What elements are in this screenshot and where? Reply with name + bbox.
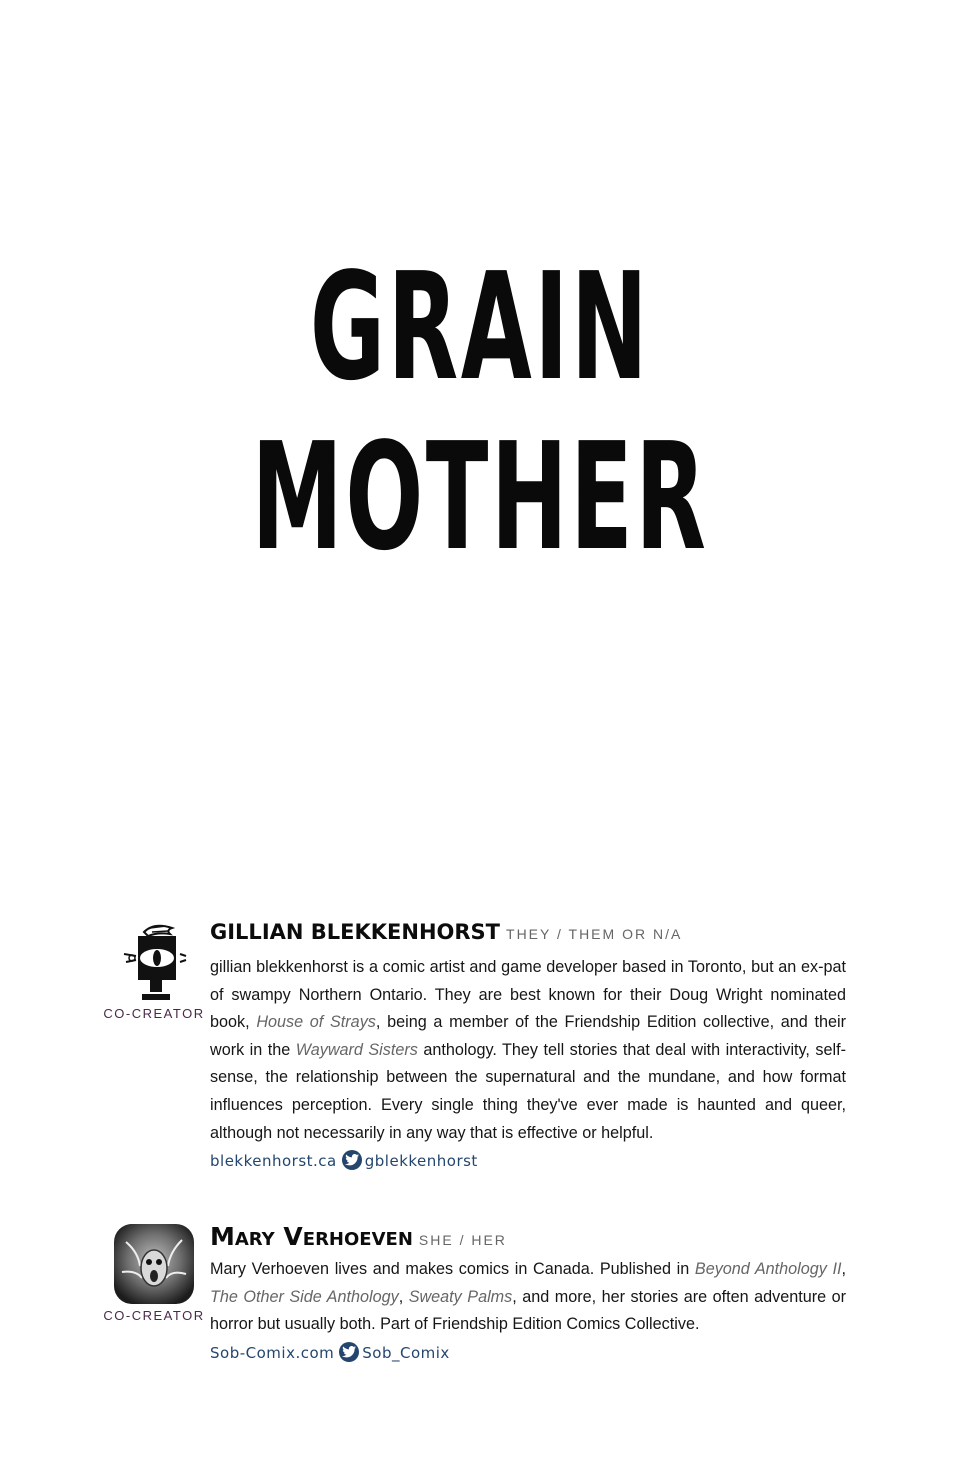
creator-links <box>210 1342 846 1362</box>
twitter-handle-link[interactable]: gblekkenhorst <box>364 1152 478 1171</box>
creator-name: Mary Verhoeven <box>210 1222 413 1251</box>
creator-links <box>210 1150 846 1170</box>
creator-name: GILLIAN BLEKKENHORST <box>210 920 501 944</box>
book-title: GRAIN MOTHER <box>251 241 709 583</box>
website-link[interactable]: blekkenhorst.ca <box>210 1152 337 1171</box>
bio-book-title: Wayward Sisters <box>295 1040 418 1059</box>
creator-avatar-column <box>100 920 208 1021</box>
creator-bio-text <box>210 954 846 1147</box>
twitter-icon <box>342 1150 362 1170</box>
creator-role: CO-CREATOR <box>103 1006 205 1021</box>
website-link[interactable]: Sob-Comix.com <box>210 1343 335 1362</box>
creator-role: CO-CREATOR <box>103 1308 205 1323</box>
creator-pronouns: SHE / HER <box>418 1232 507 1248</box>
bio-book-title: The Other Side Anthology <box>210 1287 399 1306</box>
eye-character-icon <box>114 920 194 1004</box>
bio-text-segment: , being a member of the Friendship Edition collective, and their work in the <box>210 1013 846 1059</box>
bio-text-segment: Mary Verhoeven lives and makes comics in Canada. Published in <box>210 1260 695 1278</box>
twitter-icon <box>339 1342 359 1362</box>
bio-text-segment: , and more, her stories are often adventure or horror but usually both. Part of Friendship Edition Comics Collective. <box>210 1287 846 1334</box>
bio-text-segment: , <box>398 1287 409 1306</box>
creator-pronouns: THEY / THEM OR N/A <box>506 926 683 942</box>
creator-bio-text <box>210 1256 846 1339</box>
twitter-handle-link[interactable]: Sob_Comix <box>362 1343 450 1362</box>
screaming-face-icon <box>112 1222 196 1306</box>
bio-text-segment: gillian blekkenhorst is a comic artist and game developer based in Toronto, but an ex-pat of swampy Northern Ontario. They are best known for their Doug Wright nominated book, <box>210 958 846 1032</box>
bio-text-segment: anthology. They tell stories that deal with interactivity, self-sense, the relationship between the supernatural and the mundane, and how format influences perception. Every single thing they've ever made is haunted and queer, although not necessarily in any way that is effective or helpful. <box>210 1040 846 1142</box>
creator-avatar-column <box>100 1222 208 1323</box>
bio-book-title: Sweaty Palms <box>408 1287 513 1306</box>
bio-text-segment: , <box>841 1260 846 1278</box>
bio-book-title: Beyond Anthology II <box>694 1260 842 1278</box>
bio-book-title: House of Strays <box>256 1013 376 1032</box>
